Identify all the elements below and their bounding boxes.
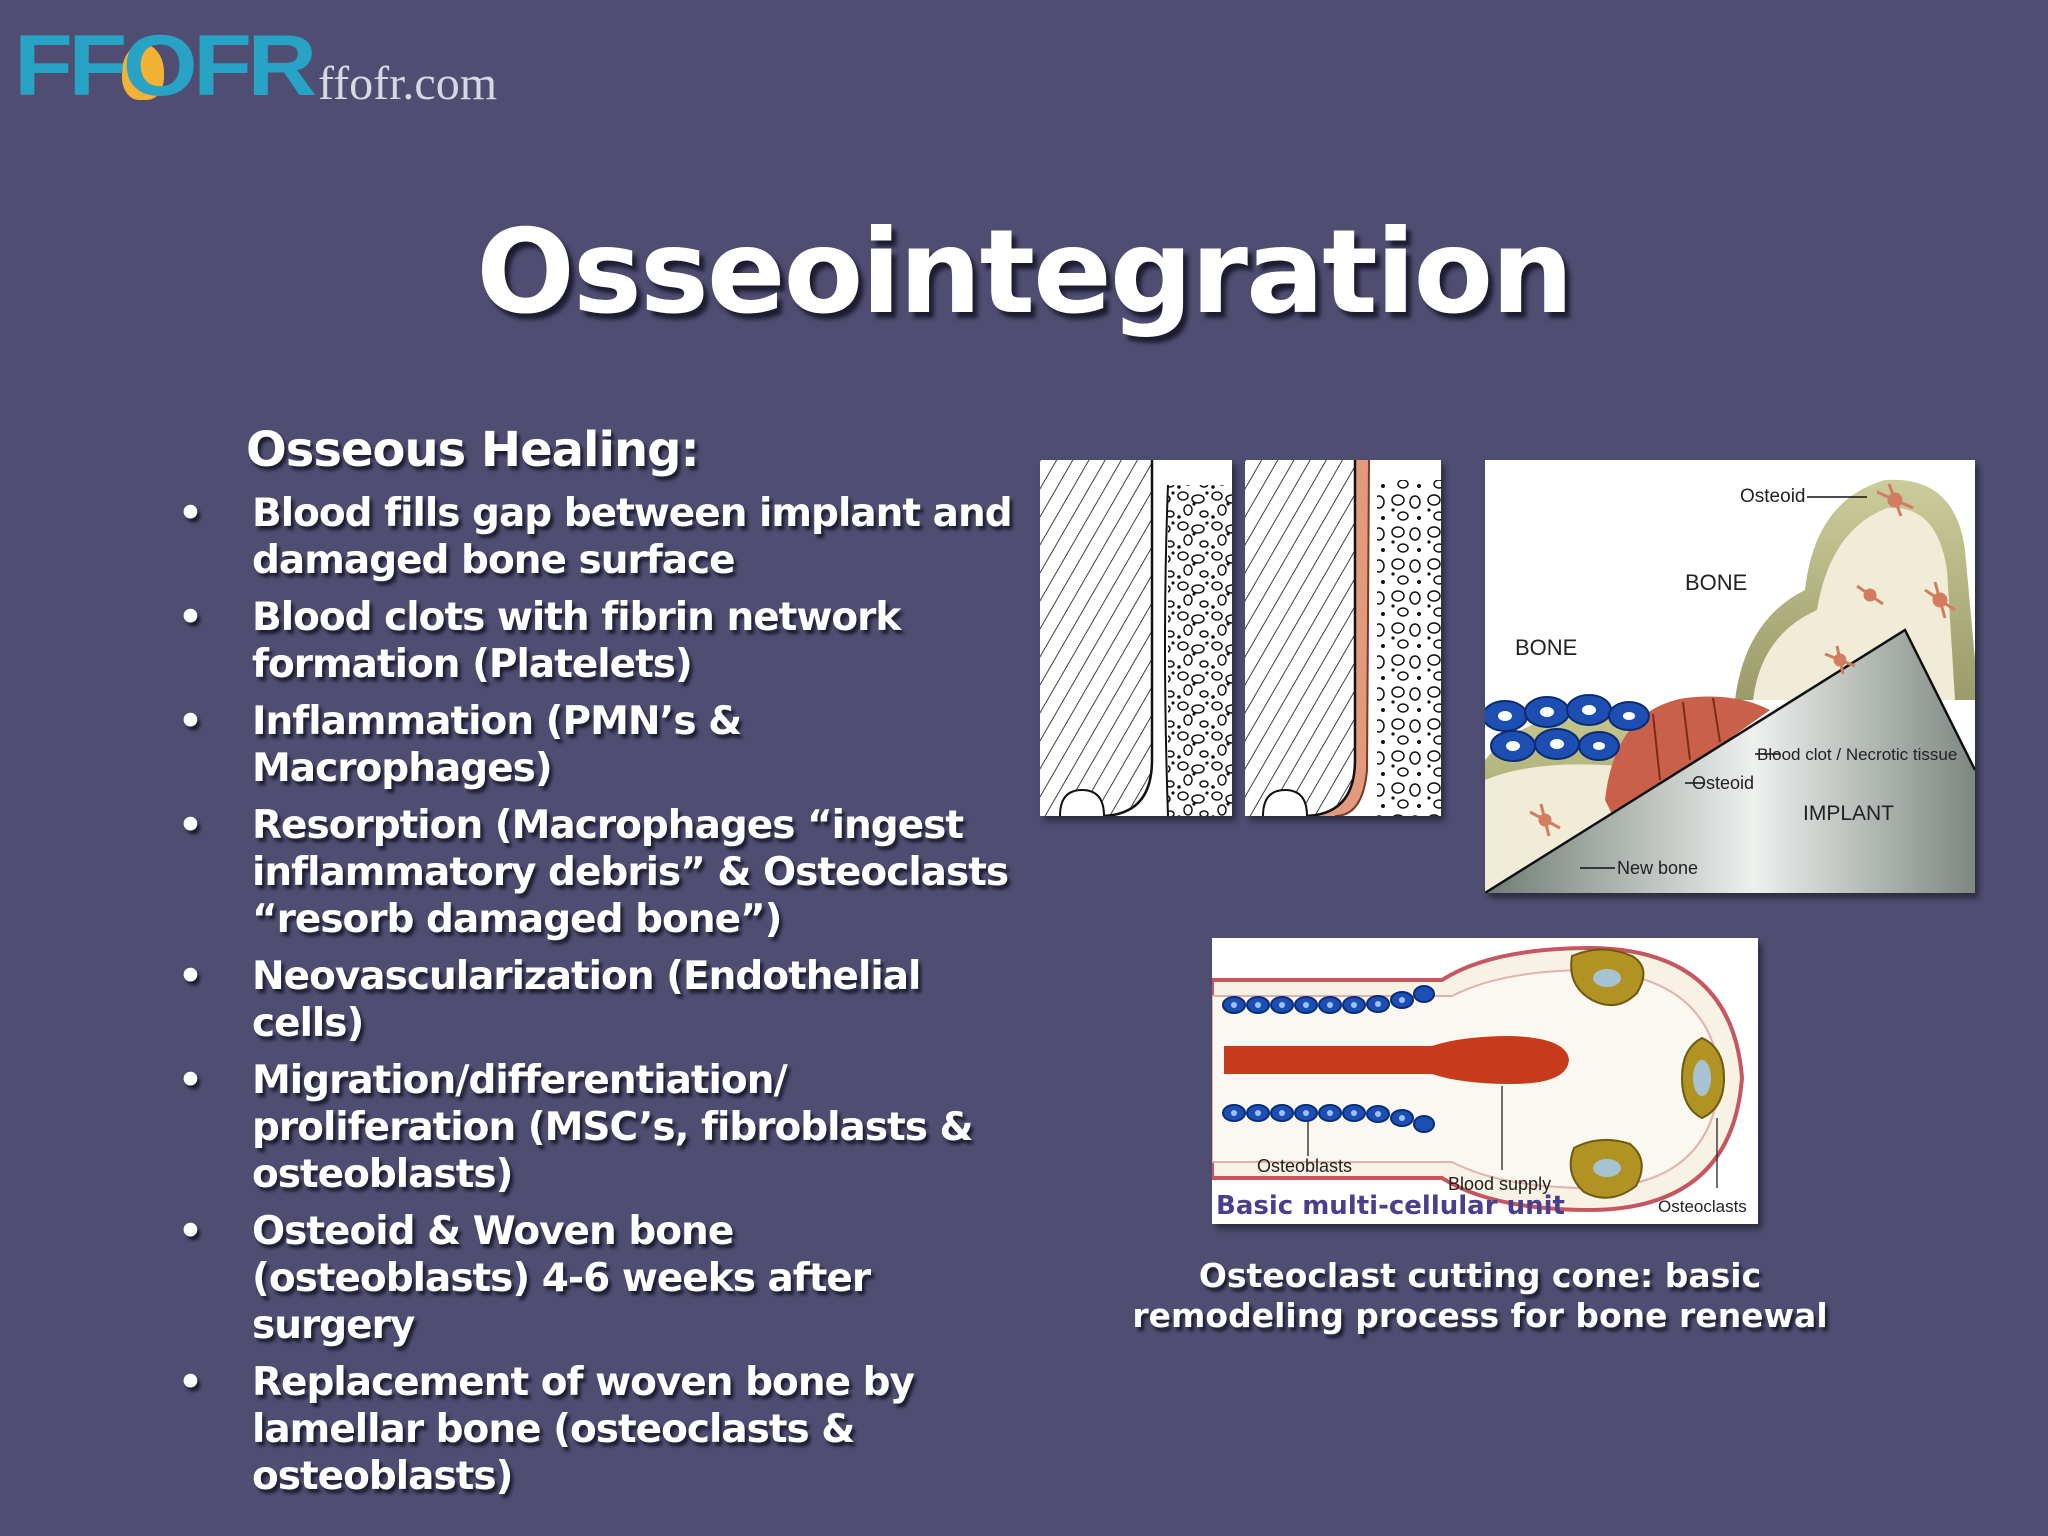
bullet-icon: • [178, 954, 202, 999]
label-blood-supply: Blood supply [1448, 1174, 1552, 1194]
bullet-icon: • [178, 595, 202, 640]
bullet-text: Blood fills gap between implant and damaged bone surface [252, 491, 1012, 583]
bone-implant-interface-diagram [1485, 460, 1975, 893]
bullet-icon: • [178, 1058, 202, 1103]
bullet-text: Resorption (Macrophages “ingest inflammatory debris” & Osteoclasts “resorb damaged bone”) [252, 803, 1009, 942]
logo-brand: FFOFR [14, 18, 313, 114]
label-osteoblasts: Osteoblasts [1257, 1156, 1353, 1176]
bullet-icon: • [178, 1360, 202, 1405]
bullet-list [170, 490, 1020, 1510]
label-osteoid-mid: Osteoid [1692, 773, 1755, 793]
figure-caption: Osteoclast cutting cone: basic remodeling process for bone renewal [1132, 1256, 1828, 1335]
bullet-text: Osteoid & Woven bone (osteoblasts) 4-6 weeks after surgery [252, 1209, 871, 1348]
bullet-item [170, 953, 1020, 1047]
bullet-item [170, 1359, 1020, 1500]
section-heading: Osseous Healing: [246, 422, 699, 478]
implant-osteoid-diagram [1245, 460, 1441, 816]
bullet-text: Replacement of woven bone by lamellar bone (osteoclasts & osteoblasts) [252, 1360, 914, 1499]
bullet-text: Migration/differentiation/ proliferation (MSC’s, fibroblasts & osteoblasts) [252, 1058, 973, 1197]
bullet-text: Inflammation (PMN’s & Macrophages) [252, 699, 742, 791]
label-blood-clot: Blood clot / Necrotic tissue [1757, 745, 1958, 764]
bullet-text: Blood clots with fibrin network formation (Platelets) [252, 595, 901, 687]
bullet-item [170, 1208, 1020, 1349]
bullet-item [170, 490, 1020, 584]
label-unit-title: Basic multi-cellular unit [1216, 1191, 1565, 1221]
label-osteoclasts: Osteoclasts [1658, 1197, 1747, 1216]
label-bone-left: BONE [1515, 635, 1578, 660]
cutting-cone-diagram [1212, 938, 1758, 1224]
bullet-item [170, 698, 1020, 792]
label-bone-upper: BONE [1685, 570, 1748, 595]
label-new-bone: New bone [1617, 858, 1699, 878]
slide-title: Osseointegration [476, 205, 1572, 340]
bullet-item [170, 1057, 1020, 1198]
implant-gap-diagram [1040, 460, 1232, 816]
bullet-icon: • [178, 491, 202, 536]
bullet-icon: • [178, 803, 202, 848]
logo-site-name: ffofr.com [318, 57, 498, 110]
label-implant: IMPLANT [1803, 802, 1895, 825]
bullet-item [170, 594, 1020, 688]
bullet-icon: • [178, 1209, 202, 1254]
bullet-icon: • [178, 699, 202, 744]
bullet-item [170, 802, 1020, 943]
label-osteoid-top: Osteoid [1740, 486, 1806, 507]
bullet-text: Neovascularization (Endothelial cells) [252, 954, 921, 1046]
